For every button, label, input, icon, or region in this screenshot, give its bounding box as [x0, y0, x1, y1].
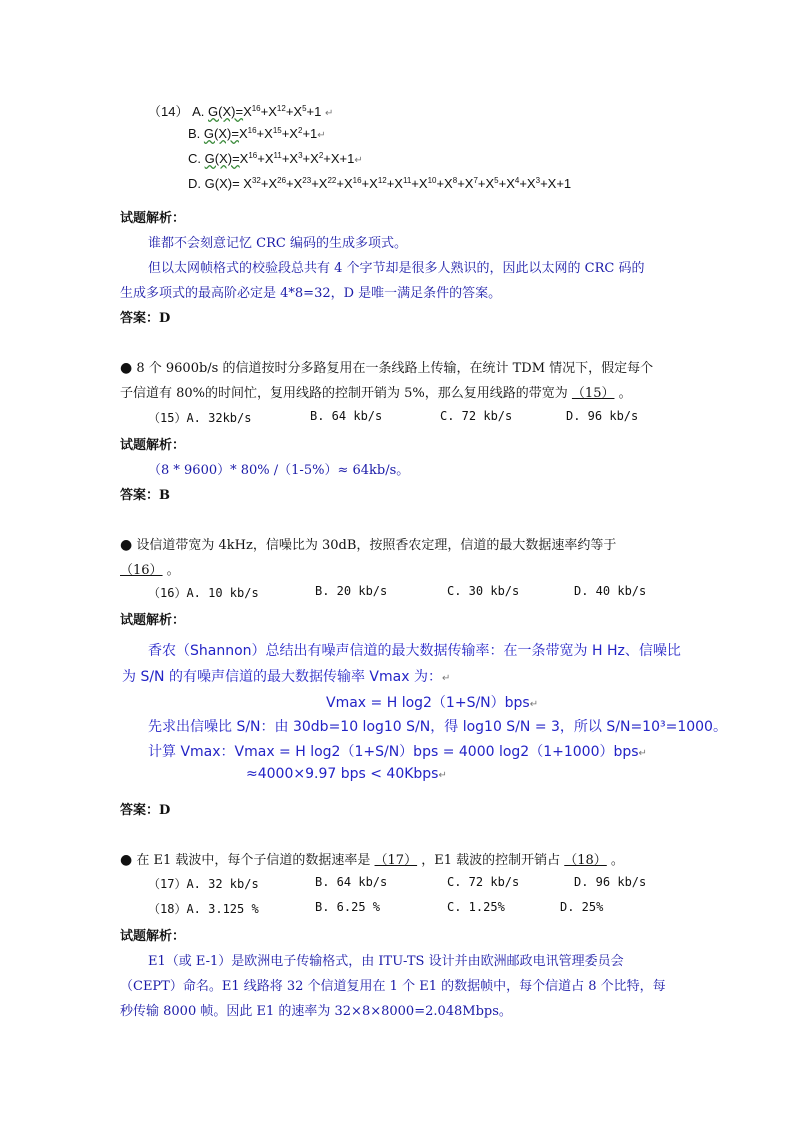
- poly-term: +X: [323, 151, 340, 166]
- shannon-text: 香农（Shannon）总结出有噪声信道的最大数据传输率：在一条带宽为 H Hz、信噪比: [148, 643, 681, 659]
- option-letter: A.: [192, 104, 205, 119]
- q15-option-b: B. 64 kb/s: [310, 409, 383, 423]
- poly-exponent: 5: [494, 176, 499, 185]
- q16-option-c: C. 30 kb/s: [447, 584, 520, 598]
- answer: [120, 307, 170, 326]
- poly-exponent: 3: [298, 151, 303, 160]
- option-lhs: G(X)=: [203, 126, 239, 141]
- return-mark-icon: ↵: [354, 155, 363, 166]
- option-lhs: G(X)=: [208, 104, 244, 119]
- formula-text: Vmax = H log2（1+S/N）bps: [326, 695, 530, 711]
- q18-option-d: D. 25%: [560, 900, 604, 914]
- poly-term: +X: [311, 176, 328, 191]
- poly-exponent: 23: [302, 176, 312, 185]
- answer: [120, 484, 170, 503]
- poly-term: +1: [556, 176, 572, 191]
- option-lhs: G(X)=: [204, 151, 240, 166]
- bullet-icon: ●: [120, 360, 133, 376]
- answer-blank: （15）: [571, 386, 615, 401]
- question-text: 子信道有 80%的时间忙，复用线路的控制开销为 5%，那么复用线路的带宽为: [120, 386, 572, 401]
- result-text: ≈4000×9.97 bps < 40Kbps: [246, 766, 439, 782]
- shannon-line2: 为 S/N 的有噪声信道的最大数据传输率 Vmax 为：: [122, 669, 442, 685]
- poly-term: X: [243, 176, 252, 191]
- analysis-text: E1（或 E-1）是欧洲电子传输格式，由 ITU-TS 设计并由欧洲邮政电讯管理委员会: [148, 954, 624, 969]
- poly-exponent: 22: [327, 176, 337, 185]
- q14-option-b: [188, 126, 326, 141]
- poly-exponent: 11: [402, 176, 412, 185]
- option-letter: C.: [188, 151, 201, 166]
- poly-term: X: [239, 151, 249, 166]
- poly-exponent: 12: [276, 104, 286, 113]
- question-text: ，E1 载波的控制开销占: [417, 853, 565, 868]
- polynomial: [243, 176, 571, 191]
- question-text: 。: [606, 853, 624, 868]
- bullet-icon: ●: [120, 537, 133, 553]
- analysis-text: （CEPT）命名。E1 线路将 32 个信道复用在 1 个 E1 的数据帧中，每个信道占 8 个比特，每: [120, 979, 666, 994]
- question-text: 8 个 9600b/s 的信道按时分多路复用在一条线路上传输，在统计 TDM 情况下，假定每个: [136, 361, 654, 376]
- poly-exponent: 26: [277, 176, 287, 185]
- poly-term: +X: [285, 104, 303, 119]
- analysis-text: 谁都不会刻意记忆 CRC 编码的生成多项式。: [148, 236, 407, 251]
- poly-term: +X: [436, 176, 453, 191]
- q15-option-c: C. 72 kb/s: [440, 409, 513, 423]
- poly-term: +X: [411, 176, 428, 191]
- poly-term: +1: [339, 151, 355, 166]
- poly-exponent: 12: [377, 176, 387, 185]
- poly-exponent: 10: [427, 176, 437, 185]
- poly-term: +1: [306, 104, 322, 119]
- question-15: [120, 357, 653, 376]
- poly-term: +X: [281, 151, 299, 166]
- q17-option-a: （17）A. 32 kb/s: [148, 877, 259, 891]
- option-letter: B.: [188, 126, 201, 141]
- question-16: [120, 534, 616, 553]
- analysis-label: 试题解析：: [120, 613, 186, 628]
- answer-label: 答案：: [120, 488, 160, 503]
- shannon-formula: [326, 692, 538, 712]
- answer-blank: （17）: [374, 853, 418, 868]
- q18-option-b: B. 6.25 %: [315, 900, 381, 914]
- q14-label: （14）: [148, 104, 189, 119]
- answer-value: B: [159, 488, 171, 503]
- q17-option-c: C. 72 kb/s: [447, 875, 520, 889]
- return-mark-icon: ↵: [441, 673, 451, 684]
- poly-exponent: 16: [352, 176, 362, 185]
- poly-exponent: 2: [318, 151, 324, 160]
- question-text: 在 E1 载波中，每个子信道的数据速率是: [136, 853, 375, 868]
- poly-term: +X: [257, 151, 274, 166]
- shannon-line4: 计算 Vmax：Vmax = H log2（1+S/N）bps = 4000 log2（1+1000）bps: [148, 744, 639, 760]
- poly-term: +X: [260, 104, 277, 119]
- poly-term: +X: [260, 176, 278, 191]
- question-text: 。: [614, 386, 632, 401]
- q18-option-a: （18）A. 3.125 %: [148, 902, 259, 916]
- poly-term: +X: [386, 176, 403, 191]
- poly-exponent: 5: [302, 104, 307, 113]
- answer-value: D: [159, 803, 171, 818]
- q16-option-a: （16）A. 10 kb/s: [148, 586, 259, 600]
- return-mark-icon: ↵: [638, 748, 647, 759]
- option-lhs: G(X)=: [204, 176, 244, 191]
- question-17: [120, 849, 624, 868]
- analysis-text: （8 * 9600）* 80% /（1-5%）≈ 64kb/s。: [148, 463, 410, 478]
- poly-term: +X: [477, 176, 495, 191]
- return-mark-icon: ↵: [529, 699, 539, 710]
- question-15-line2: [120, 382, 632, 401]
- analysis-text: 秒传输 8000 帧。因此 E1 的速率为 32×8×8000=2.048Mbps。: [120, 1004, 512, 1019]
- q16-option-b: B. 20 kb/s: [315, 584, 388, 598]
- answer-blank: （16）: [120, 563, 163, 578]
- poly-term: X: [238, 126, 248, 141]
- analysis-label: 试题解析：: [120, 929, 186, 944]
- poly-exponent: 16: [251, 104, 261, 113]
- question-16-line2: [120, 559, 180, 578]
- q18-option-c: C. 1.25%: [447, 900, 505, 914]
- bullet-icon: ●: [120, 852, 133, 868]
- poly-term: +X: [336, 176, 353, 191]
- return-mark-icon: ↵: [438, 770, 447, 781]
- analysis-label: 试题解析：: [120, 438, 186, 453]
- poly-term: +X: [540, 176, 557, 191]
- poly-term: +X: [498, 176, 515, 191]
- q14-option-d: [188, 176, 571, 191]
- poly-term: +X: [281, 126, 298, 141]
- poly-term: +1: [302, 126, 318, 141]
- poly-term: +X: [302, 151, 319, 166]
- poly-term: X: [243, 104, 252, 119]
- poly-exponent: 8: [452, 176, 458, 185]
- answer: [120, 799, 170, 818]
- polynomial: [240, 151, 355, 166]
- poly-exponent: 7: [473, 176, 478, 185]
- poly-exponent: 3: [535, 176, 541, 185]
- q16-option-d: D. 40 kb/s: [574, 584, 647, 598]
- answer-blank: （18）: [564, 853, 607, 868]
- q17-option-b: B. 64 kb/s: [315, 875, 388, 889]
- question-text: 设信道带宽为 4kHz，信噪比为 30dB，按照香农定理，信道的最大数据速率约等于: [136, 538, 617, 553]
- poly-term: +X: [457, 176, 474, 191]
- poly-exponent: 16: [247, 126, 257, 135]
- q15-option-a: （15）A. 32kb/s: [148, 411, 252, 425]
- shannon-text: [122, 666, 450, 686]
- analysis-label: 试题解析：: [120, 211, 186, 226]
- shannon-text: [148, 741, 647, 761]
- poly-exponent: 16: [248, 151, 258, 160]
- return-mark-icon: ↵: [317, 130, 326, 141]
- poly-exponent: 32: [251, 176, 261, 185]
- polynomial: [239, 126, 317, 141]
- answer-label: 答案：: [120, 311, 160, 326]
- option-letter: D.: [188, 176, 201, 191]
- poly-term: +X: [256, 126, 273, 141]
- analysis-text: 生成多项式的最高阶必定是 4*8=32，D 是唯一满足条件的答案。: [120, 286, 502, 301]
- polynomial: [243, 104, 321, 119]
- question-text: 。: [162, 563, 180, 578]
- analysis-text: 但以太网帧格式的校验段总共有 4 个字节却是很多人熟识的，因此以太网的 CRC 码的: [148, 261, 645, 276]
- shannon-text: 先求出信噪比 S/N：由 30db=10 log10 S/N，得 log10 S/N = 3，所以 S/N=10³=1000。: [148, 719, 727, 735]
- poly-exponent: 11: [273, 151, 282, 160]
- shannon-result: [246, 766, 447, 782]
- poly-exponent: 2: [297, 126, 303, 135]
- return-mark-icon: ↵: [324, 108, 334, 119]
- q17-option-d: D. 96 kb/s: [574, 875, 647, 889]
- q15-option-d: D. 96 kb/s: [566, 409, 639, 423]
- q14-option-c: [188, 151, 363, 166]
- poly-exponent: 15: [272, 126, 282, 135]
- answer-value: D: [159, 311, 171, 326]
- q14-option-a: [148, 101, 333, 120]
- poly-term: +X: [519, 176, 536, 191]
- poly-exponent: 4: [514, 176, 520, 185]
- answer-label: 答案：: [120, 803, 160, 818]
- poly-term: +X: [286, 176, 303, 191]
- poly-term: +X: [361, 176, 378, 191]
